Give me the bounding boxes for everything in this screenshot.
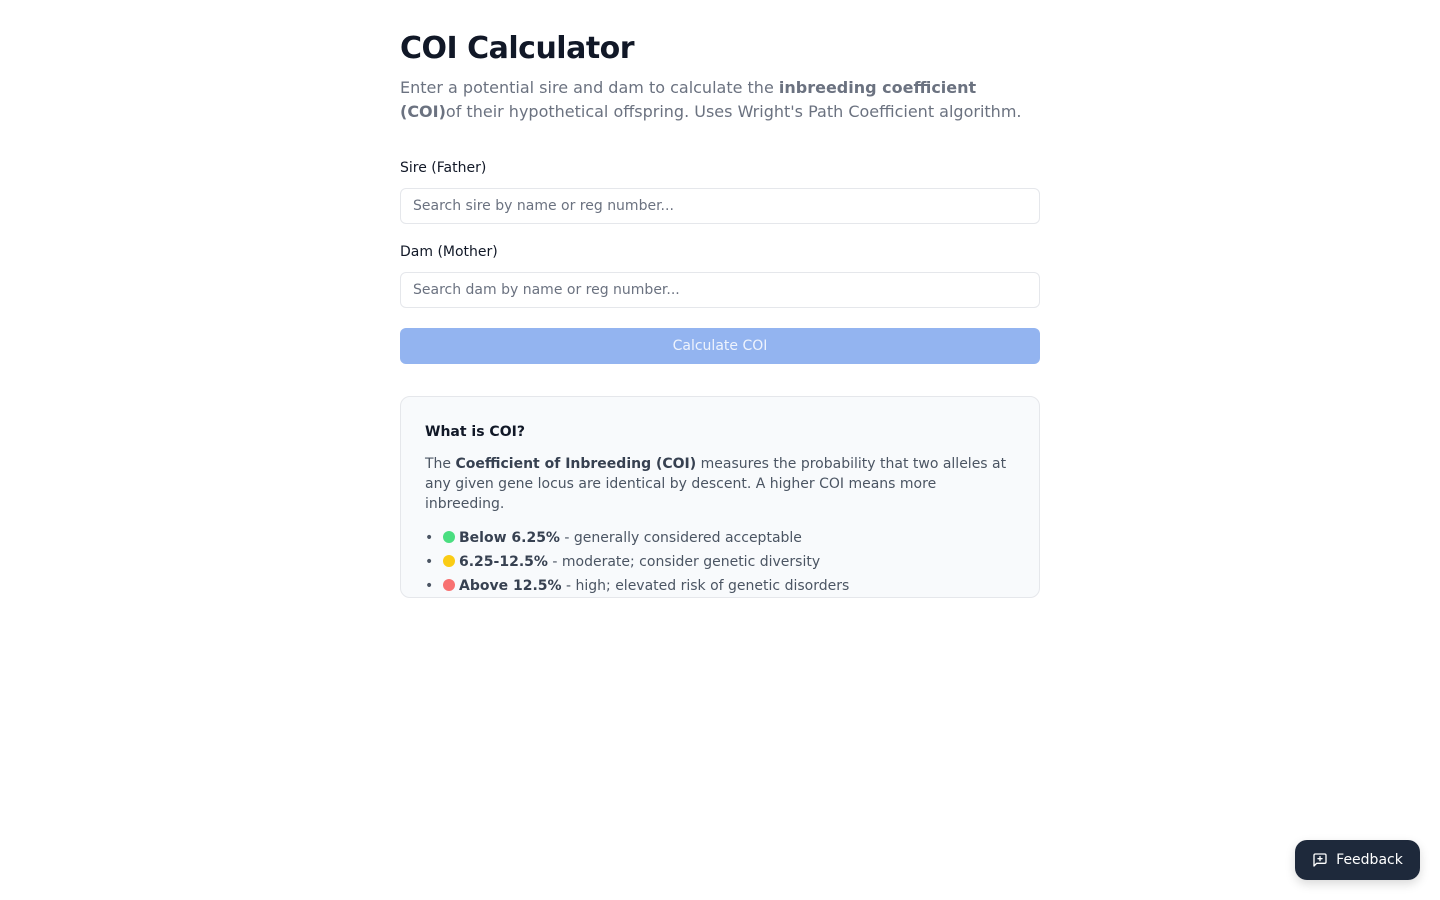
subtitle-emphasis: inbreeding coefficient (COI) bbox=[400, 78, 977, 121]
calculate-coi-button[interactable]: Calculate COI bbox=[400, 328, 1040, 364]
coi-level-text: - moderate; consider genetic diversity bbox=[547, 554, 821, 570]
bullet-marker: • bbox=[425, 530, 434, 546]
coi-level-label: Above 12.5% bbox=[459, 578, 562, 594]
dam-label: Dam (Mother) bbox=[400, 244, 498, 260]
dam-search-input[interactable] bbox=[400, 272, 1040, 308]
info-desc-after: measures the probability that two alleles at any given gene locus are identical by descent. A higher COI means more inbreeding. bbox=[425, 456, 1007, 512]
green-dot-icon bbox=[443, 531, 455, 543]
coi-level-text: - generally considered acceptable bbox=[559, 530, 802, 546]
coi-level-item bbox=[425, 550, 1015, 574]
bullet-marker: • bbox=[425, 554, 434, 570]
yellow-dot-icon bbox=[443, 555, 455, 567]
info-desc-before: The bbox=[425, 456, 456, 472]
subtitle-text-before: Enter a potential sire and dam to calculate the bbox=[400, 78, 779, 97]
message-square-icon bbox=[1312, 852, 1328, 868]
sire-label: Sire (Father) bbox=[400, 160, 487, 176]
coi-level-text: - high; elevated risk of genetic disorders bbox=[561, 578, 850, 594]
info-card-title: What is COI? bbox=[425, 424, 525, 440]
feedback-label: Feedback bbox=[1336, 852, 1403, 868]
coi-levels-list bbox=[425, 526, 1015, 598]
page-title: COI Calculator bbox=[400, 31, 635, 66]
bullet-marker: • bbox=[425, 578, 434, 594]
coi-level-item bbox=[425, 574, 1015, 598]
coi-level-label: 6.25-12.5% bbox=[459, 554, 548, 570]
subtitle-text-after: of their hypothetical offspring. Uses Wright's Path Coefficient algorithm. bbox=[445, 102, 1022, 121]
coi-info-card bbox=[400, 396, 1040, 598]
page-subtitle bbox=[400, 76, 1040, 124]
info-card-description bbox=[425, 454, 1015, 514]
feedback-button[interactable] bbox=[1295, 840, 1420, 880]
coi-level-label: Below 6.25% bbox=[459, 530, 560, 546]
sire-search-input[interactable] bbox=[400, 188, 1040, 224]
coi-level-item bbox=[425, 526, 1015, 550]
red-dot-icon bbox=[443, 579, 455, 591]
info-desc-emphasis: Coefficient of Inbreeding (COI) bbox=[455, 456, 697, 472]
